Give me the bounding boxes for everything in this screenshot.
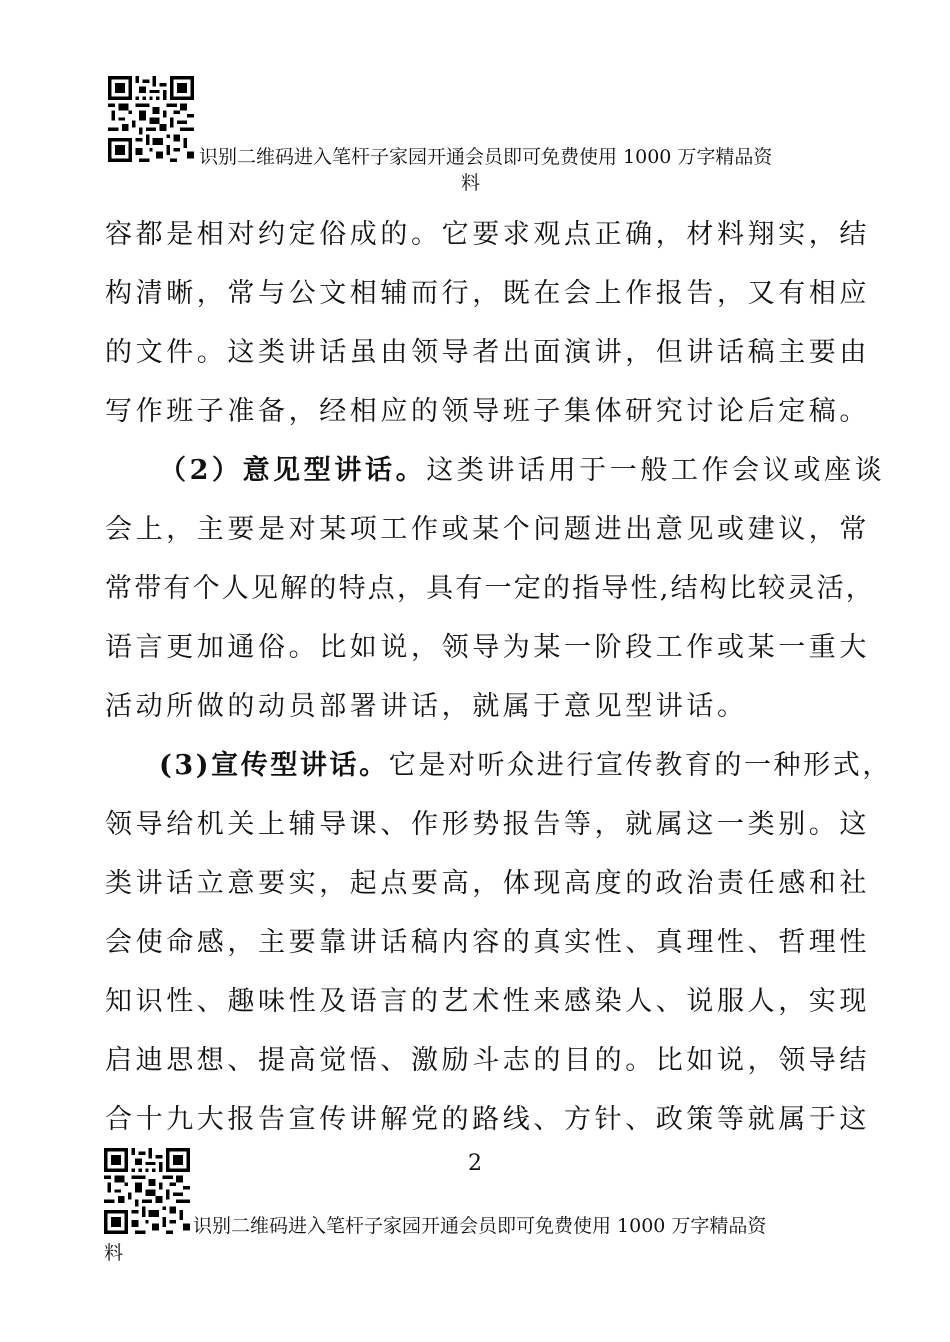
para3-first-line-text: 它是对听众进行宣传教育的一种形式， [388, 750, 892, 781]
body-line: 常带有个人见解的特点，具有一定的指导性,结构比较灵活， [105, 573, 875, 604]
body-line: 构清晰，常与公文相辅而行，既在会上作报告，又有相应 [105, 278, 870, 309]
body-line: 合十九大报告宣传讲解党的路线、方针、政策等就属于这 [105, 1104, 870, 1135]
body-line: 的文件。这类讲话虽由领导者出面演讲，但讲话稿主要由 [105, 337, 870, 368]
body-line: 活动所做的动员部署讲话，就属于意见型讲话。 [105, 691, 748, 722]
header-qr-code [108, 76, 194, 162]
para2-heading: （2）意见型讲话。 [159, 455, 427, 486]
body-line: 写作班子准备，经相应的领导班子集体研究讨论后定稿。 [105, 396, 870, 427]
para2-first-line-text: 这类讲话用于一般工作会议或座谈 [426, 455, 886, 486]
body-line: 会上，主要是对某项工作或某个问题进出意见或建议，常 [105, 514, 870, 545]
footer-watermark-line2: 料 [104, 1242, 124, 1264]
page-number: 2 [468, 1151, 482, 1176]
header-watermark-line1: 识别二维码进入笔杆子家园开通会员即可免费使用 1000 万字精品资 [199, 146, 773, 168]
para3-heading: (3)宣传型讲话。 [159, 750, 389, 781]
body-line: 语言更加通俗。比如说，领导为某一阶段工作或某一重大 [105, 632, 870, 663]
body-line: 知识性、趣味性及语言的艺术性来感染人、说服人，实现 [105, 986, 870, 1017]
para2-first-line [105, 441, 886, 500]
body-line: 会使命感，主要靠讲话稿内容的真实性、真理性、哲理性 [105, 927, 870, 958]
body-line: 容都是相对约定俗成的。它要求观点正确，材料翔实，结 [105, 219, 870, 250]
document-body [105, 205, 892, 1149]
para3-first-line [105, 736, 892, 795]
footer-qr-code [104, 1148, 190, 1234]
footer-watermark-line1: 识别二维码进入笔杆子家园开通会员即可免费使用 1000 万字精品资 [193, 1215, 767, 1237]
body-line: 启迪思想、提高觉悟、激励斗志的目的。比如说，领导结 [105, 1045, 870, 1076]
header-watermark-line2: 料 [461, 172, 481, 194]
body-line: 类讲话立意要实，起点要高，体现高度的政治责任感和社 [105, 868, 870, 899]
body-line: 领导给机关上辅导课、作形势报告等，就属这一类别。这 [105, 809, 870, 840]
